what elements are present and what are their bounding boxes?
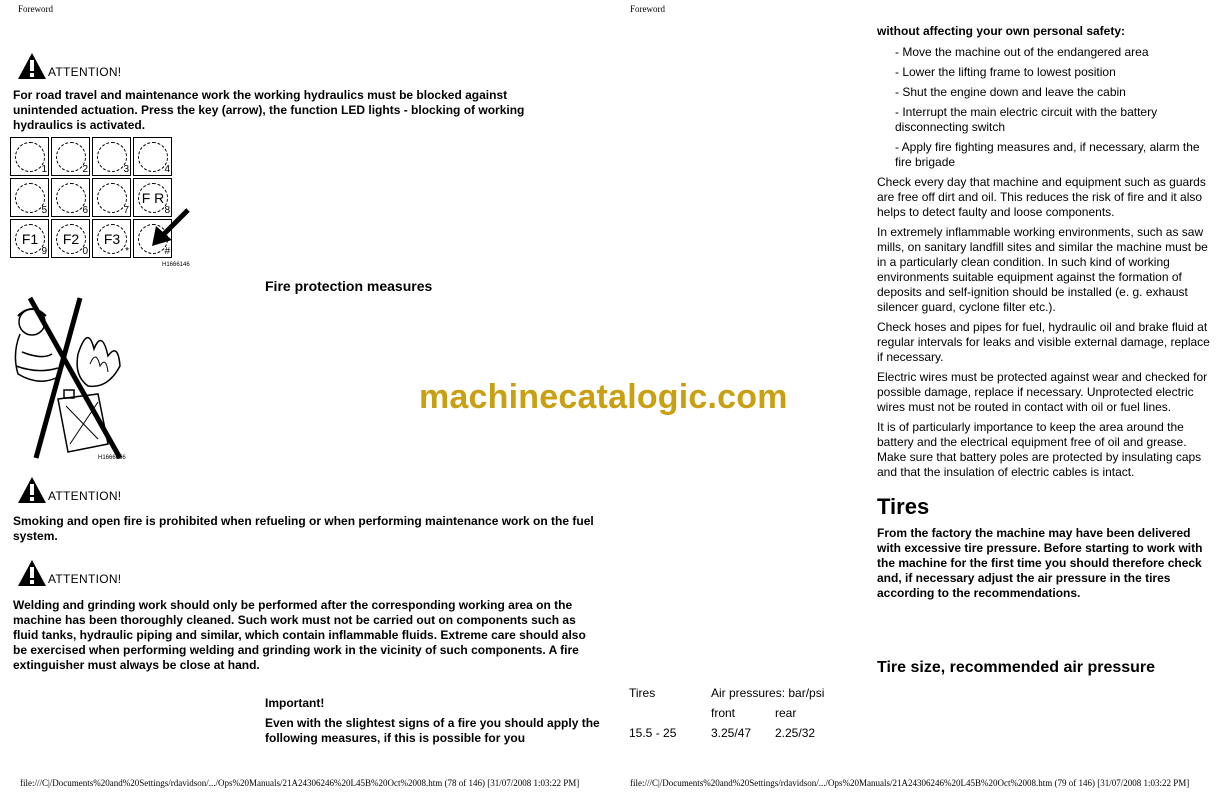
attention-text-3: Welding and grinding work should only be performed after the corresponding working area on the machine has been thoroughly cleaned. Such work must not be carried out on components such as fluid tanks, hydraulic piping and similar, which contain inflammable fluids. Extreme care should also be exercised when performing welding and grinding work in the vicinity of such components. A fire extinguisher must always be close at hand. bbox=[13, 598, 586, 672]
tire-size-cell: 15.5 - 25 bbox=[629, 726, 677, 740]
col-tires-header: Tires bbox=[629, 686, 656, 700]
table-subheader-row bbox=[629, 706, 835, 726]
tire-pressure-table bbox=[629, 686, 835, 746]
attention-label: ATTENTION! bbox=[48, 65, 122, 79]
keypad-key bbox=[10, 137, 49, 176]
keypad-key bbox=[133, 137, 172, 176]
keypad-key bbox=[10, 178, 49, 217]
attention-label: ATTENTION! bbox=[48, 572, 122, 586]
keypad-key-number: 3 bbox=[123, 164, 129, 175]
keypad-key-symbol: F3 bbox=[97, 224, 127, 254]
paragraph: Check hoses and pipes for fuel, hydraulic oil and brake fluid at regular intervals for leaks and visible external damage, replace if necessary. bbox=[877, 320, 1210, 364]
keypad-key-number: 7 bbox=[123, 205, 129, 216]
tires-text: From the factory the machine may have been delivered with excessive tire pressure. Before starting to work with the machine for the first time you should therefore check and, if necessary adjust the air pressure in the tires according to the recommendations. bbox=[877, 526, 1203, 600]
keypad-key-number: 5 bbox=[41, 205, 47, 216]
table-header-row bbox=[629, 686, 835, 706]
warning-triangle-icon bbox=[17, 559, 47, 587]
attention-heading-1 bbox=[17, 50, 121, 80]
keypad-key-number: 2 bbox=[82, 164, 88, 175]
tire-size-title: Tire size, recommended air pressure bbox=[877, 659, 1156, 676]
list-item: - Apply fire fighting measures and, if necessary, alarm the fire brigade bbox=[895, 140, 1200, 169]
attention-heading-3 bbox=[17, 557, 121, 587]
keypad-key-number: 4 bbox=[164, 164, 170, 175]
keypad-key bbox=[51, 137, 90, 176]
left-page-header: Foreword bbox=[18, 4, 53, 14]
col-rear-header: rear bbox=[775, 706, 797, 720]
keypad-key bbox=[92, 219, 131, 258]
tires-title: Tires bbox=[877, 494, 930, 519]
keypad-key-symbol: F2 bbox=[56, 224, 86, 254]
front-pressure-cell: 3.25/47 bbox=[711, 726, 752, 740]
important-title: Important! bbox=[265, 696, 325, 710]
list-item: - Lower the lifting frame to lowest position bbox=[895, 65, 1116, 79]
paragraph-list bbox=[877, 175, 1212, 480]
paragraph: Check every day that machine and equipment such as guards are free off dirt and oil. This reduces the risk of fire and it also helps to detect faulty and loose components. bbox=[877, 175, 1206, 219]
rear-pressure-cell: 2.25/32 bbox=[775, 726, 816, 740]
fire-figure-code: H1666656 bbox=[98, 455, 126, 461]
paragraph: Electric wires must be protected against wear and checked for possible damage, replace if necessary. Unprotected electric wires must not be routed in contact with oil or fuel lines. bbox=[877, 370, 1208, 414]
keypad-key bbox=[51, 219, 90, 258]
col-front-header: front bbox=[711, 706, 736, 720]
watermark: machinecatalogic.com bbox=[419, 378, 788, 416]
keypad-key-number: 6 bbox=[82, 205, 88, 216]
keypad-key bbox=[51, 178, 90, 217]
attention-text-1: For road travel and maintenance work the working hydraulics must be blocked against unintended actuation. Press the key (arrow), the function LED lights - blocking of working hydraulics is activated. bbox=[13, 88, 525, 132]
right-page-footer: file:///C|/Documents%20and%20Settings/rdavidson/.../Ops%20Manuals/21A24306246%20L45B%20Oct%2008.htm (79 of 146) [31/07/2008 1:03:22 PM] bbox=[630, 778, 1190, 788]
list-item: - Shut the engine down and leave the cabin bbox=[895, 85, 1126, 99]
continued-text: without affecting your own personal safety: bbox=[877, 24, 1126, 38]
list-item: - Move the machine out of the endangered area bbox=[895, 45, 1149, 59]
attention-heading-2 bbox=[17, 474, 121, 504]
keypad-key bbox=[10, 219, 49, 258]
table-row bbox=[629, 726, 835, 746]
keypad-key-number: * bbox=[125, 246, 129, 257]
keypad-figure-code: H1666146 bbox=[162, 262, 190, 268]
no-fire-illustration bbox=[8, 294, 128, 464]
left-page-footer: file:///C|/Documents%20and%20Settings/rdavidson/.../Ops%20Manuals/21A24306246%20L45B%20Oct%2008.htm (78 of 146) [31/07/2008 1:03:22 PM] bbox=[20, 778, 580, 788]
keypad-key-number: # bbox=[164, 246, 170, 257]
fire-protection-title: Fire protection measures bbox=[265, 278, 433, 294]
important-text: Even with the slightest signs of a fire you should apply the following measures, if this is possible for you bbox=[265, 716, 600, 745]
keypad-key bbox=[92, 178, 131, 217]
fire-measures-list bbox=[877, 45, 1212, 170]
list-item: - Interrupt the main electric circuit with the battery disconnecting switch bbox=[895, 105, 1158, 134]
paragraph: It is of particularly importance to keep the area around the battery and the electrical equipment free of oil and grease. Make sure that battery poles are protected by insulating caps and that the insulation of electric cables is intact. bbox=[877, 420, 1202, 479]
warning-triangle-icon bbox=[17, 52, 47, 80]
right-page-header: Foreword bbox=[630, 4, 665, 14]
keypad-key-number: 8 bbox=[164, 205, 170, 216]
arrow-icon bbox=[148, 208, 190, 248]
keypad-key-number: 0 bbox=[82, 246, 88, 257]
attention-label: ATTENTION! bbox=[48, 489, 122, 503]
warning-triangle-icon bbox=[17, 476, 47, 504]
keypad-key bbox=[92, 137, 131, 176]
attention-text-2: Smoking and open fire is prohibited when refueling or when performing maintenance work on the fuel system. bbox=[13, 514, 594, 543]
keypad-key-number: 9 bbox=[41, 246, 47, 257]
keypad-key-symbol: F1 bbox=[15, 224, 45, 254]
col-pressure-header: Air pressures: bar/psi bbox=[711, 686, 825, 700]
paragraph: In extremely inflammable working environments, such as saw mills, on sanitary landfill sites and similar the machine must be in a particularly clean condition. In such kind of working environments suitable equipment against the formation of deposits and self-ignition should be installed (e. g. exhaust silencer guard, cyclone filter etc.). bbox=[877, 225, 1208, 314]
right-column bbox=[877, 24, 1212, 601]
keypad-key-symbol: F R bbox=[138, 183, 168, 213]
keypad-key-number: 1 bbox=[41, 164, 47, 175]
